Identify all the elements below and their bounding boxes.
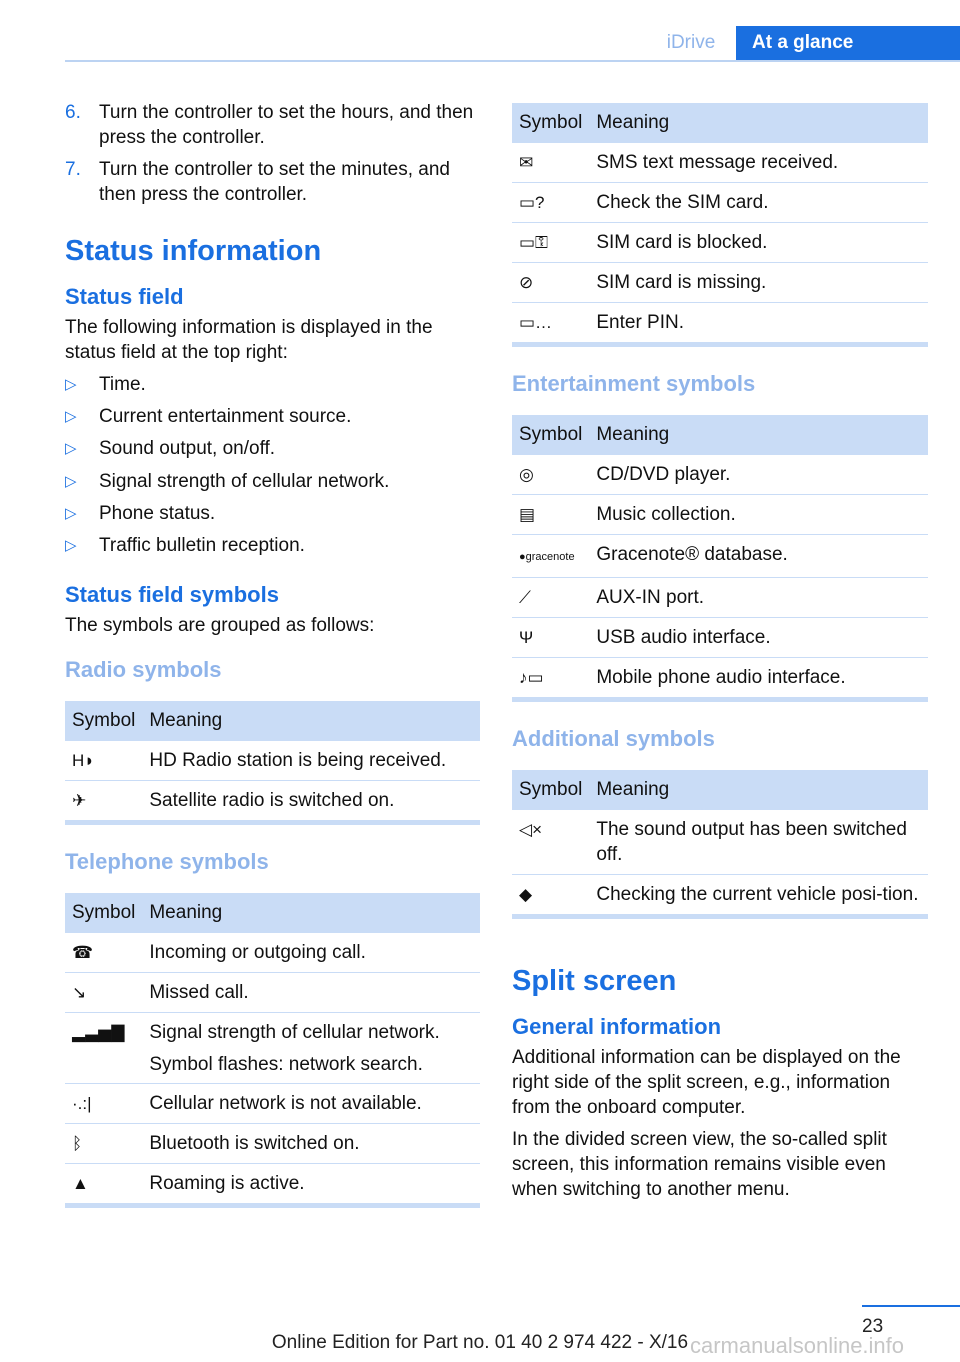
step-number: 7. xyxy=(65,159,81,180)
split-screen-paragraph-2: In the divided screen view, the so-called split screen, this information remains visible even when switching to another menu. xyxy=(512,1129,887,1200)
meaning-cell xyxy=(142,1012,480,1083)
list-item-text: Current entertainment source. xyxy=(99,406,352,428)
cd-dvd-icon: ◎ xyxy=(519,465,534,484)
meaning-cell: Roaming is active. xyxy=(149,1172,305,1194)
table-row xyxy=(65,1163,480,1203)
hd-radio-icon: H◗ xyxy=(72,750,95,770)
bullet-arrow-icon: ▷ xyxy=(65,536,77,554)
sms-icon: ✉ xyxy=(519,153,534,172)
sim-check-icon: ▭? xyxy=(519,193,545,212)
table-row xyxy=(512,223,928,263)
table-row xyxy=(512,535,928,578)
split-screen-heading: Split screen xyxy=(512,965,677,997)
meaning-cell: SMS text message received. xyxy=(589,143,928,183)
meaning-cell: The sound output has been switched off. xyxy=(589,810,928,875)
list-item-text: Traffic bulletin reception. xyxy=(99,534,305,556)
meaning-cell: Incoming or outgoing call. xyxy=(142,933,480,973)
additional-symbols-table xyxy=(512,770,928,914)
watermark-text: carmanualsonline.info xyxy=(690,1333,905,1358)
header-section: iDrive xyxy=(666,32,716,53)
list-item-text: Time. xyxy=(99,374,146,395)
bullet-arrow-icon: ▷ xyxy=(65,472,77,490)
table-header-row xyxy=(512,103,928,143)
table-header-row xyxy=(512,415,928,455)
meaning-column-header: Meaning xyxy=(589,103,928,143)
table-row xyxy=(512,303,928,343)
meaning-cell: HD Radio station is being received. xyxy=(142,741,480,781)
status-information-heading: Status information xyxy=(65,235,322,267)
list-item xyxy=(65,501,480,526)
meaning-cell: Cellular network is not available. xyxy=(142,1083,480,1123)
meaning-line: Symbol flashes: network search. xyxy=(149,1053,423,1075)
table-row xyxy=(512,875,928,915)
radio-symbols-table xyxy=(65,701,480,820)
enter-pin-icon: ▭… xyxy=(519,313,553,332)
no-network-icon: ·.:| xyxy=(72,1093,92,1113)
signal-strength-icon: ▂▃▅▇ xyxy=(72,1022,125,1042)
list-item xyxy=(65,436,480,461)
status-field-heading: Status field xyxy=(65,284,184,309)
list-item xyxy=(65,372,480,397)
table-end-rule xyxy=(65,820,480,825)
meaning-column-header: Meaning xyxy=(589,770,928,810)
list-item-text: Signal strength of cellular network. xyxy=(99,470,390,492)
telephone-symbols-table xyxy=(65,893,480,1203)
table-row xyxy=(512,143,928,183)
missed-call-icon: ↘ xyxy=(72,982,87,1002)
meaning-cell: SIM card is missing. xyxy=(589,263,928,303)
symbol-column-header: Symbol xyxy=(65,893,142,933)
symbol-column-header: Symbol xyxy=(512,770,589,810)
page-number: 23 xyxy=(862,1316,884,1337)
step-number: 6. xyxy=(65,102,81,123)
sim-blocked-icon: ▭⚿ xyxy=(519,233,548,252)
table-row xyxy=(512,263,928,303)
table-end-rule xyxy=(512,914,928,919)
right-column xyxy=(512,103,928,1209)
bullet-arrow-icon: ▷ xyxy=(65,376,77,393)
meaning-cell: Gracenote® database. xyxy=(589,535,928,578)
meaning-line: Signal strength of cellular network. xyxy=(149,1021,440,1043)
meaning-cell: USB audio interface. xyxy=(589,618,928,658)
table-row xyxy=(512,495,928,535)
table-row xyxy=(512,810,928,875)
additional-symbols-heading: Additional symbols xyxy=(512,726,715,751)
step-text: Turn the controller to set the hours, and then press the controller. xyxy=(99,102,474,148)
status-field-intro: The following information is displayed in the status field at the top right: xyxy=(65,317,433,363)
step-list xyxy=(65,100,480,207)
roaming-icon: ▲ xyxy=(72,1173,89,1193)
table-row xyxy=(512,658,928,698)
table-end-rule xyxy=(65,1203,480,1208)
status-field-symbols-heading: Status field symbols xyxy=(65,581,279,607)
entertainment-symbols-heading: Entertainment symbols xyxy=(512,371,756,396)
bullet-arrow-icon: ▷ xyxy=(65,504,77,522)
mobile-audio-icon: ♪▭ xyxy=(519,668,544,687)
table-row xyxy=(65,780,480,820)
step-7 xyxy=(65,157,480,207)
header-chapter: At a glance xyxy=(736,26,960,60)
radio-symbols-heading: Radio symbols xyxy=(65,656,222,682)
phone-status-symbols-table xyxy=(512,103,928,342)
bullet-arrow-icon: ▷ xyxy=(65,408,77,426)
list-item-text: Sound output, on/off. xyxy=(99,438,276,460)
vehicle-position-icon: ◆ xyxy=(519,885,533,904)
table-row xyxy=(65,972,480,1012)
meaning-cell: Music collection. xyxy=(589,495,928,535)
table-end-rule xyxy=(512,697,928,702)
list-item xyxy=(65,533,480,558)
list-item-text: Phone status. xyxy=(99,502,216,524)
phone-call-icon: ☎ xyxy=(72,942,94,962)
table-row xyxy=(65,933,480,973)
table-row xyxy=(65,1012,480,1083)
general-information-heading: General information xyxy=(512,1014,722,1039)
step-text: Turn the controller to set the minutes, and then press the controller. xyxy=(99,159,450,205)
meaning-cell: SIM card is blocked. xyxy=(589,223,928,263)
step-6 xyxy=(65,100,480,150)
meaning-cell: Mobile phone audio interface. xyxy=(596,667,846,688)
left-column xyxy=(65,100,480,1208)
meaning-cell: Missed call. xyxy=(142,972,480,1012)
status-symbols-intro: The symbols are grouped as follows: xyxy=(65,614,375,636)
table-row xyxy=(65,741,480,781)
table-row xyxy=(512,183,928,223)
symbol-column-header: Symbol xyxy=(65,701,142,741)
table-end-rule xyxy=(512,342,928,347)
symbol-column-header: Symbol xyxy=(512,103,589,143)
meaning-cell: Bluetooth is switched on. xyxy=(142,1123,480,1163)
list-item xyxy=(65,469,480,494)
sim-missing-icon: ⊘ xyxy=(519,273,534,292)
table-header-row xyxy=(512,770,928,810)
entertainment-symbols-table xyxy=(512,415,928,697)
usb-icon: Ψ xyxy=(519,628,534,647)
table-row xyxy=(512,455,928,495)
list-item xyxy=(65,404,480,429)
meaning-cell: AUX-IN port. xyxy=(589,578,928,618)
sound-off-icon: ◁× xyxy=(519,820,543,839)
footer-rule xyxy=(862,1305,960,1307)
table-header-row xyxy=(65,701,480,741)
table-row xyxy=(512,578,928,618)
music-collection-icon: ▤ xyxy=(519,505,536,524)
footer-edition-text: Online Edition for Part no. 01 40 2 974 422 - X/16 xyxy=(271,1332,689,1353)
aux-in-icon: ⟋ xyxy=(519,588,531,607)
table-row xyxy=(65,1123,480,1163)
symbol-column-header: Symbol xyxy=(512,415,589,455)
meaning-column-header: Meaning xyxy=(142,893,480,933)
meaning-cell: Check the SIM card. xyxy=(589,183,928,223)
status-field-list xyxy=(65,372,480,558)
meaning-column-header: Meaning xyxy=(142,701,480,741)
meaning-cell: Satellite radio is switched on. xyxy=(149,789,395,811)
bullet-arrow-icon: ▷ xyxy=(65,440,77,458)
table-row xyxy=(512,618,928,658)
gracenote-icon: ●gracenote xyxy=(519,551,575,563)
table-row xyxy=(65,1083,480,1123)
bluetooth-icon: ᛒ xyxy=(72,1133,83,1153)
meaning-cell: Checking the current vehicle posi-tion. xyxy=(596,884,919,905)
table-header-row xyxy=(65,893,480,933)
telephone-symbols-heading: Telephone symbols xyxy=(65,848,269,874)
meaning-cell: CD/DVD player. xyxy=(589,455,928,495)
header-rule xyxy=(65,60,960,62)
meaning-column-header: Meaning xyxy=(589,415,928,455)
split-screen-paragraph-1: Additional information can be displayed on the right side of the split screen, e.g., information from the onboard computer. xyxy=(512,1047,901,1118)
meaning-cell: Enter PIN. xyxy=(596,312,685,333)
satellite-icon: ✈ xyxy=(72,790,87,810)
